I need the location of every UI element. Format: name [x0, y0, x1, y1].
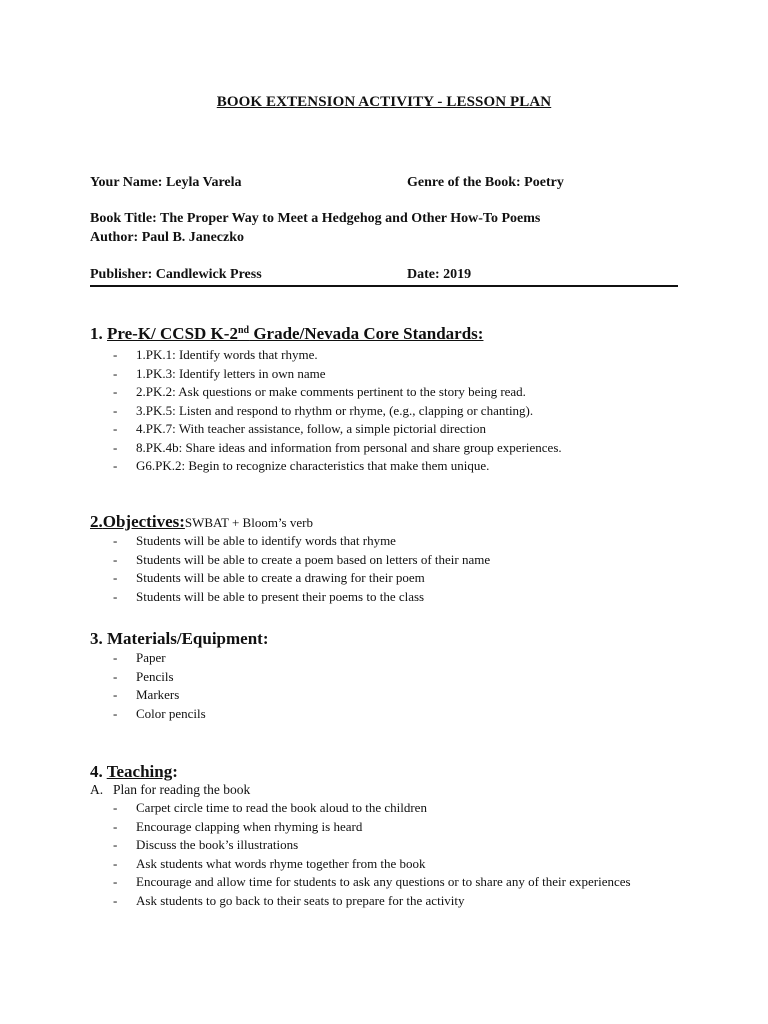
standards-number: 1.	[90, 324, 103, 343]
list-item: - Ask students to go back to their seats to prepare for the activity	[113, 892, 646, 909]
list-item: - 4.PK.7: With teacher assistance, follow, a simple pictorial direction	[113, 420, 562, 439]
list-item: - Color pencils	[113, 705, 206, 724]
objectives-title: Objectives:	[102, 512, 185, 531]
teaching-number: 4.	[90, 762, 103, 781]
list-item: - Students will be able to create a drawing for their poem	[113, 569, 490, 588]
list-item: - Students will be able to create a poem based on letters of their name	[113, 551, 490, 570]
list-item: - Markers	[113, 686, 206, 705]
standards-list	[113, 346, 562, 476]
list-item: - 2.PK.2: Ask questions or make comments pertinent to the story being read.	[113, 383, 562, 402]
teaching-heading: 4. Teaching:	[90, 762, 178, 781]
materials-number: 3.	[90, 629, 103, 648]
list-item: - 3.PK.5: Listen and respond to rhythm or rhyme, (e.g., clapping or chanting).	[113, 402, 562, 421]
objectives-number: 2.	[90, 512, 103, 531]
list-item: - Encourage and allow time for students to ask any questions or to share any of their experiences	[113, 873, 646, 890]
teaching-sub-title: Plan for reading the book	[113, 782, 251, 797]
list-item: - G6.PK.2: Begin to recognize characteristics that make them unique.	[113, 457, 562, 476]
list-item: - Paper	[113, 649, 206, 668]
book-title: Book Title: The Proper Way to Meet a Hedgehog and Other How-To Poems	[90, 211, 541, 226]
teaching-title: Teaching	[106, 762, 173, 781]
your-name: Your Name: Leyla Varela	[90, 175, 242, 190]
date: Date: 2019	[407, 267, 472, 282]
author: Author: Paul B. Janeczko	[90, 230, 244, 245]
materials-title: Materials/Equipment:	[107, 629, 269, 648]
header-divider	[90, 285, 678, 287]
list-item: - Students will be able to identify words that rhyme	[113, 532, 490, 551]
publisher: Publisher: Candlewick Press	[90, 267, 262, 282]
materials-heading	[90, 629, 269, 649]
list-item: - 8.PK.4b: Share ideas and information from personal and share group experiences.	[113, 439, 562, 458]
list-item: - 1.PK.1: Identify words that rhyme.	[113, 346, 562, 365]
standards-heading	[90, 324, 483, 344]
genre: Genre of the Book: Poetry	[407, 175, 564, 190]
materials-list	[113, 649, 206, 723]
list-item: - Discuss the book’s illustrations	[113, 836, 646, 853]
list-item: - 1.PK.3: Identify letters in own name	[113, 365, 562, 384]
objectives-list	[113, 532, 490, 606]
list-item: - Pencils	[113, 668, 206, 687]
list-item: - Ask students what words rhyme together from the book	[113, 855, 646, 872]
list-item: - Students will be able to present their poems to the class	[113, 588, 490, 607]
objectives-heading	[90, 512, 313, 532]
document-title: BOOK EXTENSION ACTIVITY - LESSON PLAN	[216, 94, 552, 110]
list-item: - Carpet circle time to read the book aloud to the children	[113, 799, 646, 816]
objectives-note: SWBAT + Bloom’s verb	[184, 515, 313, 530]
list-item: - Encourage clapping when rhyming is heard	[113, 818, 646, 835]
teaching-subheading	[90, 782, 250, 798]
teaching-sub-letter: A.	[90, 782, 104, 797]
teaching-list	[113, 799, 646, 910]
standards-title: Pre-K/ CCSD K-2nd Grade/Nevada Core Standards:	[107, 324, 484, 343]
